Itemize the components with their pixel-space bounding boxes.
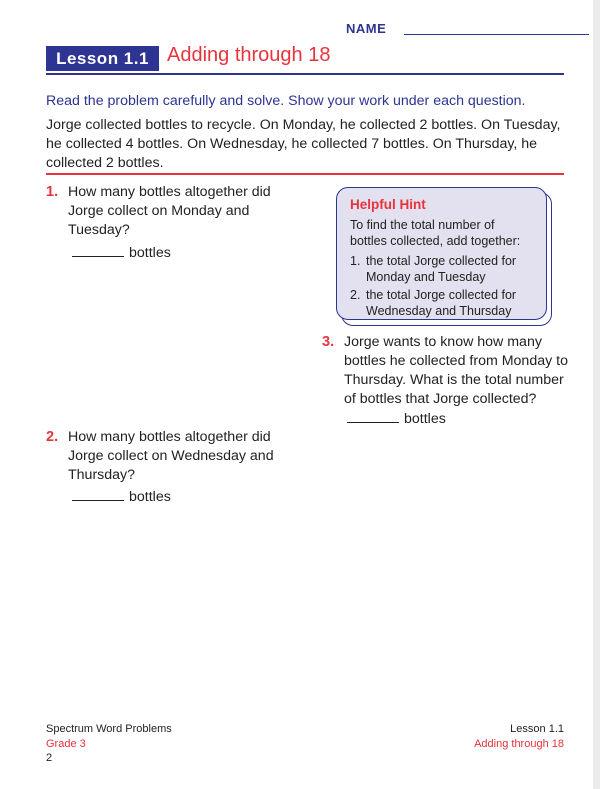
name-field bbox=[346, 21, 591, 41]
question-number: 3. bbox=[322, 334, 335, 350]
footer-grade: Grade 3 bbox=[46, 738, 86, 750]
answer-unit: bottles bbox=[404, 411, 446, 427]
answer-blank[interactable] bbox=[72, 256, 124, 257]
hint-list-item: 1. the total Jorge collected for Monday and Tuesday bbox=[350, 254, 517, 284]
name-label: NAME bbox=[346, 21, 387, 36]
section-divider bbox=[46, 173, 564, 175]
footer-book-info bbox=[46, 722, 172, 752]
instructions-text: Read the problem carefully and solve. Show your work under each question. bbox=[46, 93, 526, 109]
hint-list bbox=[350, 253, 534, 319]
answer-line-1[interactable] bbox=[72, 245, 171, 261]
answer-line-2[interactable] bbox=[72, 489, 171, 505]
footer-topic: Adding through 18 bbox=[474, 738, 564, 750]
title-divider bbox=[46, 73, 564, 75]
answer-blank[interactable] bbox=[347, 422, 399, 423]
answer-blank[interactable] bbox=[72, 500, 124, 501]
hint-box-panel bbox=[336, 187, 547, 320]
hint-intro: To find the total number of bottles collected, add together: bbox=[350, 218, 521, 248]
question-number: 2. bbox=[46, 429, 59, 445]
answer-unit: bottles bbox=[129, 489, 171, 505]
name-line bbox=[404, 34, 589, 35]
question-text: How many bottles altogether did Jorge collect on Monday and Tuesday? bbox=[68, 184, 271, 238]
hint-title: Helpful Hint bbox=[350, 197, 426, 212]
lesson-number-badge: Lesson 1.1 bbox=[46, 46, 159, 71]
lesson-title: Adding through 18 bbox=[167, 44, 331, 66]
page-number: 2 bbox=[46, 752, 53, 764]
answer-line-3[interactable] bbox=[347, 411, 446, 427]
hint-list-item: 2. the total Jorge collected for Wednesday and Thursday bbox=[350, 288, 517, 318]
question-text: Jorge wants to know how many bottles he collected from Monday to Thursday. What is the total number of bottles that Jorge collected? bbox=[344, 334, 568, 407]
helpful-hint-box bbox=[336, 187, 550, 323]
story-problem-text: Jorge collected bottles to recycle. On Monday, he collected 2 bottles. On Tuesday, he collected 4 bottles. On Wednesday, he collected 7 bottles. On Thursday, he collected 2 bottles. bbox=[46, 117, 561, 171]
question-text: How many bottles altogether did Jorge collect on Wednesday and Thursday? bbox=[68, 429, 274, 483]
footer-lesson-info bbox=[474, 722, 564, 752]
question-number: 1. bbox=[46, 184, 59, 200]
answer-unit: bottles bbox=[129, 245, 171, 261]
footer-book-title: Spectrum Word Problems bbox=[46, 723, 172, 735]
page-edge bbox=[593, 0, 600, 789]
footer-lesson: Lesson 1.1 bbox=[510, 723, 564, 735]
